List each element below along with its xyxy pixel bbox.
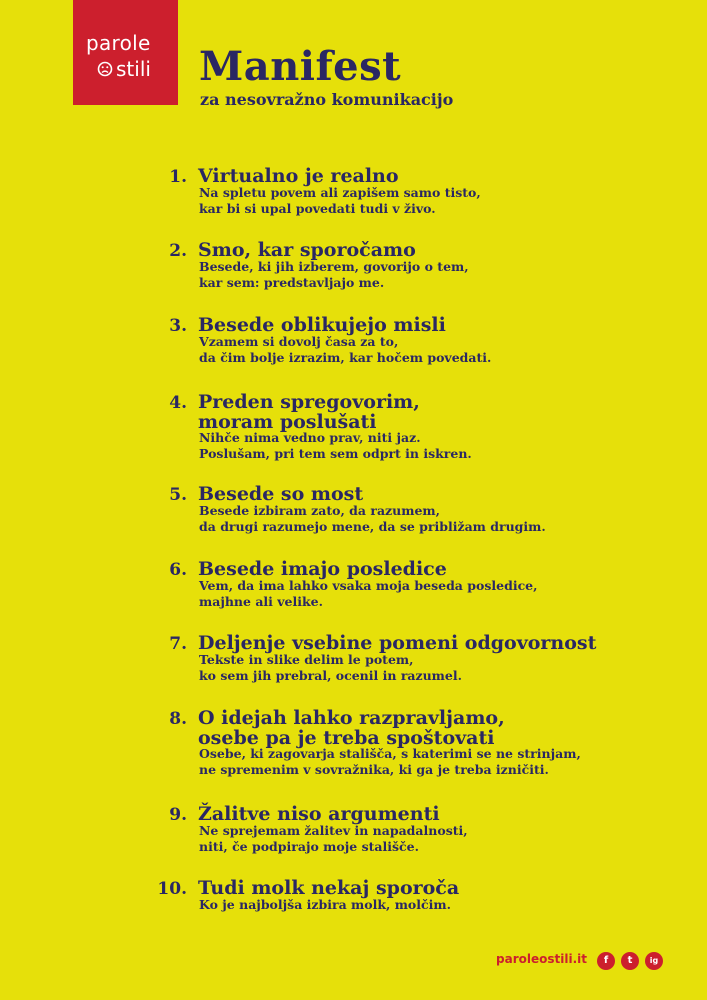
item-heading: Besede so most: [198, 483, 364, 505]
item-number: 4.: [169, 393, 187, 413]
item-heading: Smo, kar sporočamo: [198, 239, 416, 261]
logo-line-1: parole: [86, 31, 151, 55]
item-body: Tekste in slike delim le potem, ko sem jih prebral, ocenil in razumel.: [199, 652, 462, 683]
sad-face-icon: [97, 61, 113, 77]
item-heading: Deljenje vsebine pomeni odgovornost: [198, 632, 597, 654]
item-heading: Virtualno je realno: [198, 165, 399, 187]
item-number: 3.: [169, 316, 187, 336]
item-number: 1.: [169, 167, 187, 187]
item-body: Osebe, ki zagovarja stališča, s katerimi se ne strinjam, ne spremenim v sovražnika, ki ga je treba izničiti.: [199, 746, 581, 777]
item-body: Besede izbiram zato, da razumem, da drugi razumejo mene, da se približam drugim.: [199, 503, 546, 534]
item-heading: O idejah lahko razpravljamo, osebe pa je treba spoštovati: [198, 707, 505, 749]
item-body: Nihče nima vedno prav, niti jaz. Poslušam, pri tem sem odprt in iskren.: [199, 430, 472, 461]
item-number: 8.: [169, 709, 187, 729]
item-body: Besede, ki jih izberem, govorijo o tem, kar sem: predstavljajo me.: [199, 259, 469, 290]
item-number: 6.: [169, 560, 187, 580]
item-body: Na spletu povem ali zapišem samo tisto, kar bi si upal povedati tudi v živo.: [199, 185, 481, 216]
item-body: Vzamem si dovolj časa za to, da čim bolje izrazim, kar hočem povedati.: [199, 334, 492, 365]
instagram-icon[interactable]: ig: [645, 952, 663, 970]
item-heading: Besede imajo posledice: [198, 558, 447, 580]
page-subtitle: za nesovražno komunikacijo: [200, 90, 454, 109]
logo-line-2-text: stili: [116, 57, 151, 81]
item-number: 7.: [169, 634, 187, 654]
item-heading: Besede oblikujejo misli: [198, 314, 446, 336]
item-number: 9.: [169, 805, 187, 825]
item-number: 5.: [169, 485, 187, 505]
item-number: 10.: [157, 879, 187, 899]
twitter-icon[interactable]: t: [621, 952, 639, 970]
item-number: 2.: [169, 241, 187, 261]
facebook-icon[interactable]: f: [597, 952, 615, 970]
item-body: Vem, da ima lahko vsaka moja beseda posledice, majhne ali velike.: [199, 578, 538, 609]
item-heading: Žalitve niso argumenti: [198, 803, 440, 825]
item-heading: Tudi molk nekaj sporoča: [198, 877, 460, 899]
logo[interactable]: [73, 0, 178, 105]
logo-line-2: [97, 59, 151, 79]
page-title: Manifest: [199, 43, 402, 90]
item-body: Ko je najboljša izbira molk, molčim.: [199, 897, 451, 912]
website-link[interactable]: paroleostili.it: [496, 952, 587, 966]
item-body: Ne sprejemam žalitev in napadalnosti, niti, če podpirajo moje stališče.: [199, 823, 468, 854]
item-heading: Preden spregovorim, moram poslušati: [198, 391, 420, 433]
